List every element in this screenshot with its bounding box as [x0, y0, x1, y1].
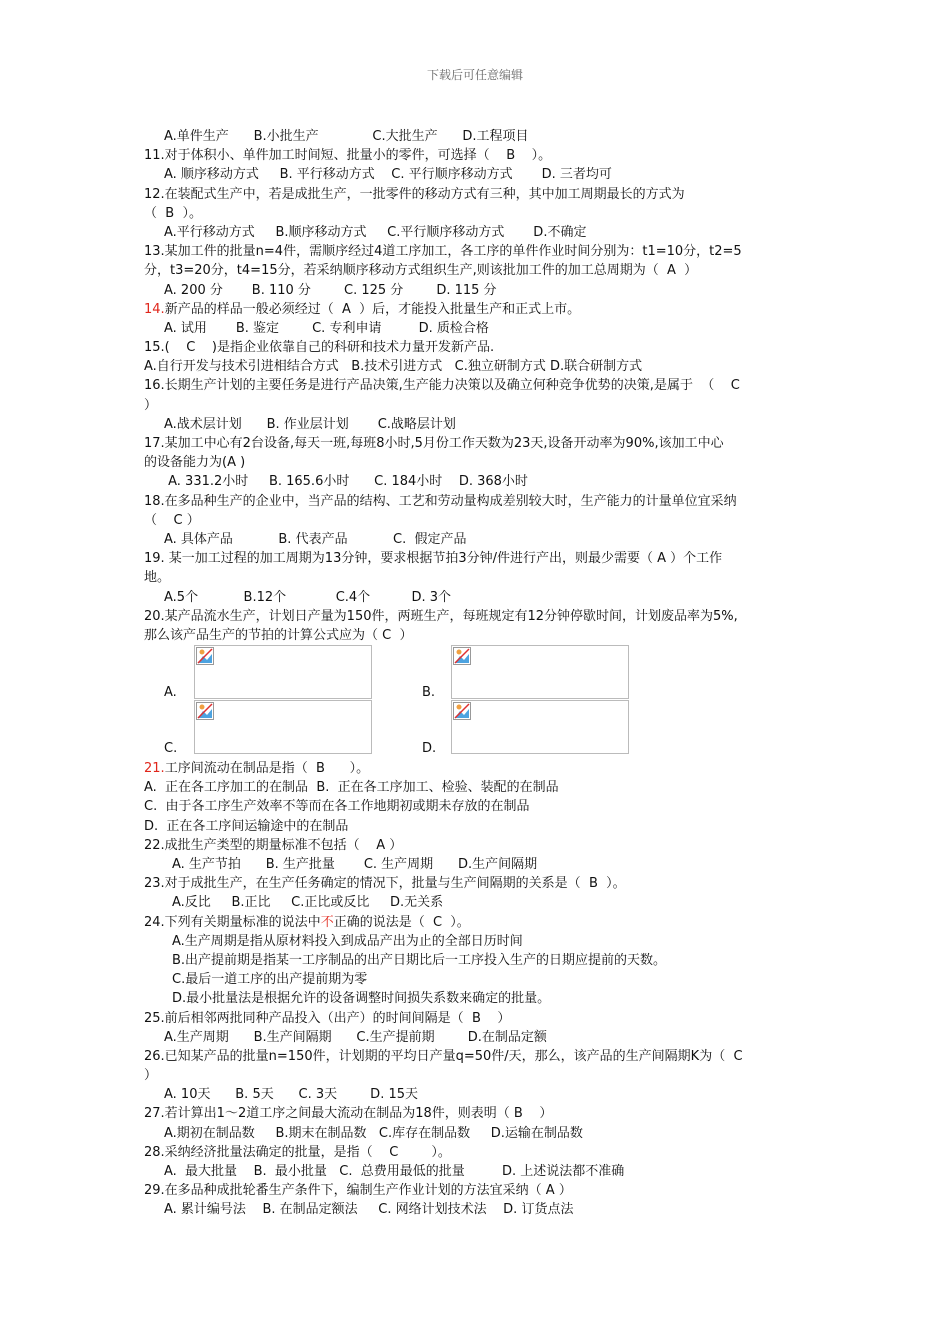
text-line	[144, 357, 804, 376]
formula-image-d	[451, 700, 629, 754]
line-text: D. 正在各工序间运输途中的在制品	[144, 818, 349, 834]
text-line	[144, 472, 804, 491]
text-line	[144, 434, 804, 453]
line-text: 地。	[144, 570, 171, 586]
formula-image-b	[451, 645, 629, 699]
questions-part-1	[144, 127, 804, 645]
line-text: A. 最大批量 B. 最小批量 C. 总费用最低的批量 D. 上述说法都不准确	[164, 1164, 625, 1179]
line-text: C.最后一道工序的出产提前期为零	[172, 972, 368, 988]
text-line	[144, 893, 804, 912]
text-line	[144, 989, 804, 1008]
line-text: A.平行移动方式 B.顺序移动方式 C.平行顺序移动方式 D.不确定	[164, 224, 587, 240]
text-line	[144, 1162, 804, 1181]
text-line	[144, 913, 804, 932]
option-label-c: C.	[164, 741, 178, 757]
line-text: A.单件生产 B.小批生产 C.大批生产 D.工程项目	[164, 129, 529, 144]
line-text: A.生产周期是指从原材料投入到成品产出为止的全部日历时间	[172, 933, 523, 949]
line-text: （ B ）。	[144, 205, 202, 221]
text-line	[144, 951, 804, 970]
line-text: 28.采纳经济批量法确定的批量，是指（ C ）。	[144, 1144, 451, 1160]
line-text: A. 试用 B. 鉴定 C. 专利申请 D. 质检合格	[164, 320, 489, 336]
text-line	[144, 1124, 804, 1143]
document-body	[144, 127, 804, 1220]
text-line	[144, 338, 804, 357]
formula-image-a	[194, 645, 372, 699]
line-text: 24.下列有关期量标准的说法中	[144, 914, 321, 930]
line-text: 15.( C )是指企业依靠自己的科研和技术力量开发新产品.	[144, 340, 495, 356]
text-line	[144, 778, 804, 797]
broken-image-icon	[196, 702, 214, 720]
option-label-b: B.	[422, 685, 436, 701]
line-text: D.最小批量法是根据允许的设备调整时间损失系数来确定的批量。	[172, 991, 551, 1007]
text-line	[144, 932, 804, 951]
line-text: A.期初在制品数 B.期末在制品数 C.库存在制品数 D.运输在制品数	[164, 1125, 583, 1141]
broken-image-icon	[453, 702, 471, 720]
text-line	[144, 626, 804, 645]
text-line	[144, 511, 804, 530]
text-line	[144, 607, 804, 626]
line-text: 16.长期生产计划的主要任务是进行产品决策,生产能力决策以及确立何种竞争优势的决策,是属于 （ C	[144, 378, 740, 394]
line-text: 29.在多品种成批轮番生产条件下，编制生产作业计划的方法宜采纳（ A ）	[144, 1183, 572, 1199]
line-text: A. 200 分 B. 110 分 C. 125 分 D. 115 分	[164, 282, 497, 298]
line-text: ）	[144, 1068, 158, 1084]
text-line	[144, 1143, 804, 1162]
line-text: 27.若计算出1～2道工序之间最大流动在制品为18件，则表明（ B ）	[144, 1106, 553, 1122]
line-text: 26.已知某产品的批量n=150件，计划期的平均日产量q=50件/天，那么，该产品的生产间隔期K为（ C	[144, 1048, 743, 1064]
line-text: C. 由于各工序生产效率不等而在各工作地期初或期未存放的在制品	[144, 799, 530, 815]
page-header: 下载后可任意编辑	[426, 68, 523, 82]
line-text: A. 10天 B. 5天 C. 3天 D. 15天	[164, 1087, 419, 1103]
text-line	[144, 1181, 804, 1200]
text-line	[144, 588, 804, 607]
line-text: 分，t3=20分，t4=15分，若采纳顺序移动方式组织生产,则该批加工件的加工总周期为（ A ）	[144, 263, 698, 279]
text-line	[144, 530, 804, 549]
line-text: 11.对于体积小、单件加工时间短、批量小的零件，可选择（ B ）。	[144, 148, 552, 164]
line-text: A. 累计编号法 B. 在制品定额法 C. 网络计划技术法 D. 订货点法	[164, 1202, 574, 1218]
text-line	[144, 1009, 804, 1028]
text-line	[144, 223, 804, 242]
text-line	[144, 817, 804, 836]
line-text: A. 顺序移动方式 B. 平行移动方式 C. 平行顺序移动方式 D. 三者均可	[164, 167, 612, 183]
line-text: A. 生产节拍 B. 生产批量 C. 生产周期 D.生产间隔期	[172, 857, 538, 872]
broken-image-icon	[453, 647, 471, 665]
line-text: 17.某加工中心有2台设备,每天一班,每班8小时,5月份工作天数为23天,设备开动率为90%,该加工中心	[144, 436, 724, 451]
text-line	[144, 165, 804, 184]
line-text: A.生产周期 B.生产间隔期 C.生产提前期 D.在制品定额	[164, 1029, 547, 1045]
formula-options	[144, 645, 804, 759]
line-text: 18.在多品种生产的企业中，当产品的结构、工艺和劳动量构成差别较大时，生产能力的计量单位宜采纳	[144, 493, 737, 509]
text-line	[144, 1047, 804, 1066]
line-text: A.自行开发与技术引进相结合方式 B.技术引进方式 C.独立研制方式 D.联合研制方式	[144, 359, 643, 375]
text-line	[144, 396, 804, 415]
line-text: A. 331.2小时 B. 165.6小时 C. 184小时 D. 368小时	[164, 474, 528, 490]
text-line	[144, 319, 804, 338]
line-text: 13.某加工件的批量n=4件，需顺序经过4道工序加工，各工序的单件作业时间分别为：t1=10分，t2=5	[144, 244, 742, 260]
line-text: 工序间流动在制品是指（ B ）。	[164, 761, 370, 777]
line-text: B.出产提前期是指某一工序制品的出产日期比后一工序投入生产的日期应提前的天数。	[172, 952, 667, 968]
line-text: 20.某产品流水生产，计划日产量为150件，两班生产，每班规定有12分钟停歇时间，计划废品率为5%,	[144, 608, 738, 624]
line-text: A. 具体产品 B. 代表产品 C. 假定产品	[164, 531, 467, 547]
text-line	[144, 1200, 804, 1219]
text-line	[144, 127, 804, 146]
text-line	[144, 376, 804, 395]
text-line	[144, 1085, 804, 1104]
option-label-d: D.	[422, 741, 437, 757]
text-line	[144, 549, 804, 568]
broken-image-icon	[196, 647, 214, 665]
line-text: 19. 某一加工过程的加工周期为13分钟，要求根据节拍3分钟/件进行产出，则最少需要（ A ）个工作	[144, 551, 723, 567]
text-line	[144, 759, 804, 778]
text-line	[144, 874, 804, 893]
text-line	[144, 185, 804, 204]
text-line	[144, 568, 804, 587]
text-line	[144, 836, 804, 855]
line-text: A. 正在各工序加工的在制品 B. 正在各工序加工、检验、装配的在制品	[144, 780, 559, 796]
text-line	[144, 970, 804, 989]
line-text-rest: 正确的说法是（ C ）。	[333, 914, 470, 930]
line-text: A.战术层计划 B. 作业层计划 C.战略层计划	[164, 416, 456, 432]
line-text: A.反比 B.正比 C.正比或反比 D.无关系	[172, 895, 444, 911]
text-line	[144, 146, 804, 165]
text-line	[144, 281, 804, 300]
line-text: （ C ）	[144, 512, 200, 528]
text-line	[144, 492, 804, 511]
questions-part-2	[144, 759, 804, 1220]
line-text: 新产品的样品一般必须经过（ A ）后，才能投入批量生产和正式上市。	[164, 301, 581, 317]
line-text: 12.在装配式生产中，若是成批生产，一批零件的移动方式有三种，其中加工周期最长的方式为	[144, 186, 685, 202]
line-text: 的设备能力为(A )	[144, 455, 246, 471]
line-text: 25.前后相邻两批同种产品投入（出产）的时间间隔是（ B ）	[144, 1010, 511, 1026]
text-line	[144, 1066, 804, 1085]
question-number: 21.	[144, 761, 165, 777]
option-label-a: A.	[164, 685, 177, 701]
text-line	[144, 855, 804, 874]
text-line	[144, 242, 804, 261]
question-number: 14.	[144, 301, 165, 317]
line-text: A.5个 B.12个 C.4个 D. 3个	[164, 589, 452, 605]
line-text: 那么该产品生产的节拍的计算公式应为（ C ）	[144, 627, 413, 643]
text-line	[144, 1028, 804, 1047]
line-text: 22.成批生产类型的期量标准不包括（ A ）	[144, 837, 403, 853]
line-text: 23.对于成批生产，在生产任务确定的情况下，批量与生产间隔期的关系是（ B ）。	[144, 876, 626, 892]
text-line	[144, 261, 804, 280]
formula-image-c	[194, 700, 372, 754]
line-text: ）	[144, 397, 158, 413]
emphasis-text: 不	[320, 914, 334, 930]
text-line	[144, 300, 804, 319]
text-line	[144, 415, 804, 434]
text-line	[144, 1104, 804, 1123]
text-line	[144, 204, 804, 223]
text-line	[144, 453, 804, 472]
text-line	[144, 797, 804, 816]
